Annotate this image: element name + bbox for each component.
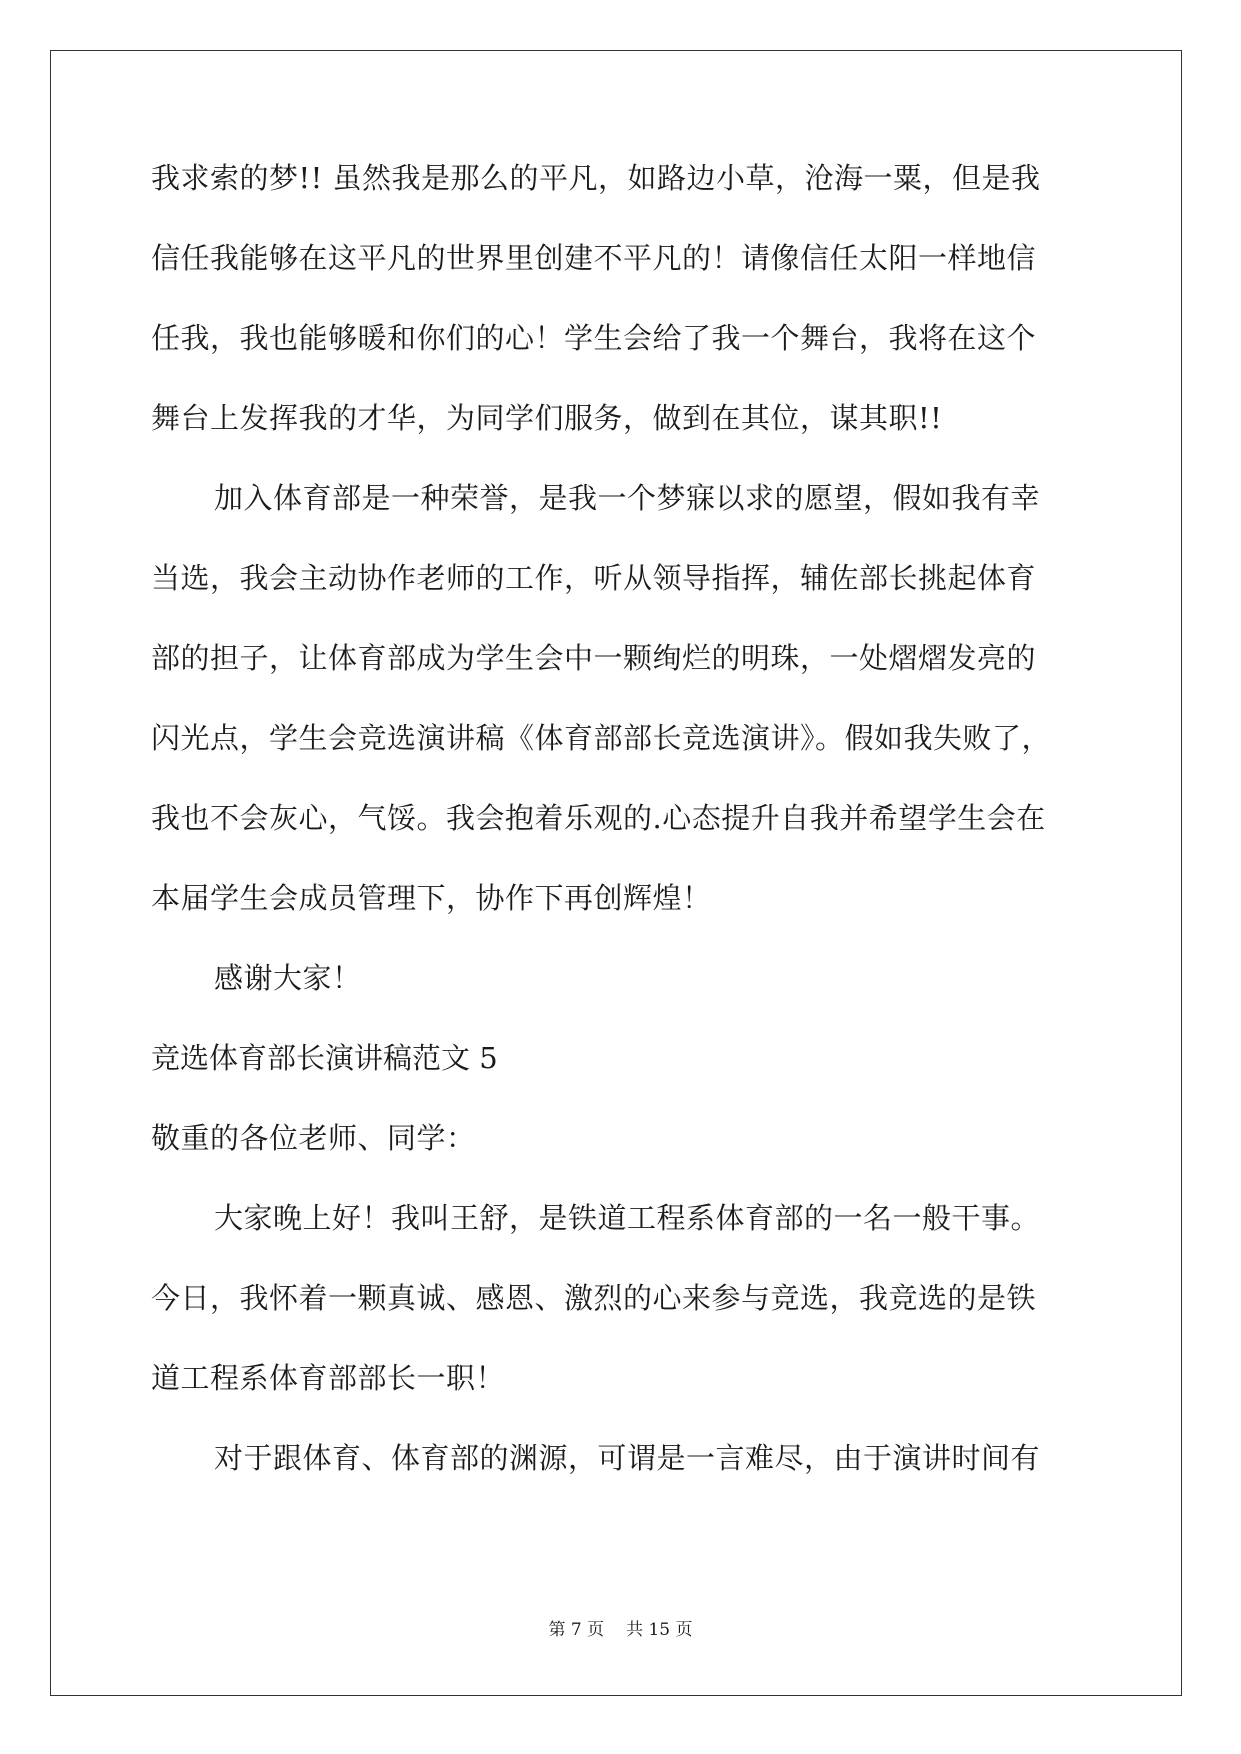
text-line-14: 大家晚上好！我叫王舒，是铁道工程系体育部的一名一般干事。	[214, 1201, 1041, 1235]
text-line-5: 加入体育部是一种荣誉，是我一个梦寐以求的愿望，假如我有幸	[214, 481, 1041, 515]
text-line-15: 今日，我怀着一颗真诚、感恩、激烈的心来参与竞选，我竞选的是铁	[151, 1281, 1037, 1315]
text-line-16: 道工程系体育部部长一职！	[151, 1361, 506, 1395]
salutation: 敬重的各位老师、同学：	[151, 1121, 476, 1155]
text-line-2: 信任我能够在这平凡的世界里创建不平凡的！请像信任太阳一样地信	[151, 241, 1037, 275]
page-number-total: 共 15 页	[626, 1620, 693, 1640]
text-line-1: 我求索的梦!! 虽然我是那么的平凡，如路边小草，沧海一粟，但是我	[151, 161, 1041, 195]
text-line-6: 当选，我会主动协作老师的工作，听从领导指挥，辅佐部长挑起体育	[151, 561, 1037, 595]
text-line-11: 感谢大家！	[214, 961, 362, 995]
page-number-current: 第 7 页	[548, 1620, 605, 1640]
text-line-17: 对于跟体育、体育部的渊源，可谓是一言难尽，由于演讲时间有	[214, 1441, 1041, 1475]
page-footer	[0, 1618, 1241, 1642]
text-line-10: 本届学生会成员管理下，协作下再创辉煌！	[151, 881, 712, 915]
text-line-4: 舞台上发挥我的才华，为同学们服务，做到在其位，谋其职!!	[151, 401, 943, 435]
document-body	[151, 160, 1096, 1520]
text-line-7: 部的担子，让体育部成为学生会中一颗绚烂的明珠，一处熠熠发亮的	[151, 641, 1037, 675]
text-line-3: 任我，我也能够暖和你们的心！学生会给了我一个舞台，我将在这个	[151, 321, 1037, 355]
text-line-8: 闪光点，学生会竞选演讲稿《体育部部长竞选演讲》。假如我失败了，	[151, 721, 1052, 755]
section-heading: 竞选体育部长演讲稿范文 5	[151, 1041, 498, 1075]
text-line-9: 我也不会灰心，气馁。我会抱着乐观的.心态提升自我并希望学生会在	[151, 801, 1046, 835]
